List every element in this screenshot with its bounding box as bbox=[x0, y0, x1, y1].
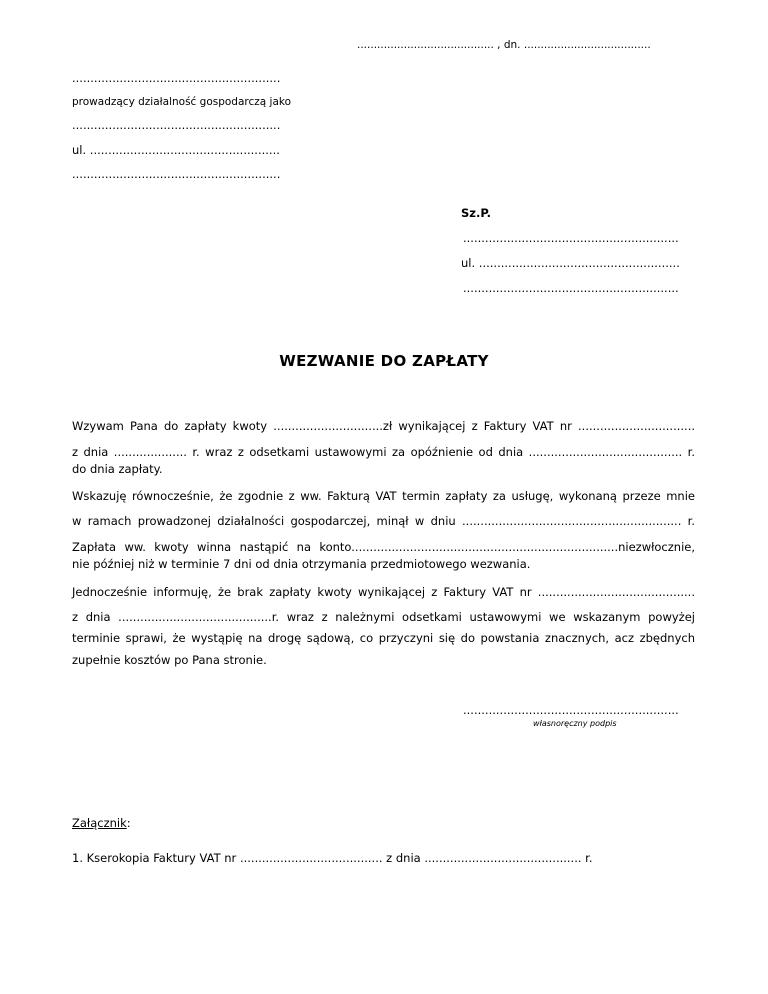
paragraph-4-line-3: terminie sprawi, że wystąpię na drogę sądową, co przyczyni się do powstania znacznych, acz zbędnych bbox=[72, 631, 695, 645]
paragraph-2-line-1: Wskazuję równocześnie, że zgodnie z ww. Fakturą VAT termin zapłaty za usługę, wykonaną przeze mnie bbox=[72, 489, 695, 503]
recipient-name-line: ........................................................... bbox=[463, 231, 679, 245]
attachments-heading-text: Załącznik bbox=[72, 816, 127, 830]
sender-name-line: ......................................................... bbox=[72, 71, 281, 85]
paragraph-4-line-4: zupełnie kosztów po Pana stronie. bbox=[72, 653, 267, 667]
document-title: WEZWANIE DO ZAPŁATY bbox=[279, 352, 489, 370]
place-date-line: ......................................... , dn. ...................................... bbox=[357, 39, 651, 51]
recipient-salutation: Sz.P. bbox=[461, 206, 492, 220]
paragraph-4-line-1: Jednocześnie informuję, że brak zapłaty kwoty wynikającej z Faktury VAT nr ........................................... bbox=[72, 585, 695, 599]
paragraph-3-line-1: Zapłata ww. kwoty winna nastąpić na konto.........................................................................niezwłocznie, bbox=[72, 540, 695, 554]
paragraph-1-line-2: z dnia .................... r. wraz z odsetkami ustawowymi za opóźnienie od dnia .......................................... r. bbox=[72, 445, 695, 459]
recipient-street-line: ul. ....................................................... bbox=[461, 256, 680, 270]
paragraph-4-line-2: z dnia ..........................................r. wraz z należnymi odsetkami ustawowymi we wskazanym powyżej bbox=[72, 610, 695, 624]
attachment-item-1: 1. Kserokopia Faktury VAT nr ....................................... z dnia ........................................... r. bbox=[72, 851, 593, 865]
sender-city-line: ......................................................... bbox=[72, 167, 281, 181]
signature-label: własnoręczny podpis bbox=[533, 719, 617, 728]
signature-line: ........................................................... bbox=[463, 703, 679, 717]
paragraph-2-line-2: w ramach prowadzonej działalności gospodarczej, minął w dniu ............................................................ r. bbox=[72, 514, 695, 528]
recipient-city-line: ........................................................... bbox=[463, 281, 679, 295]
sender-activity-label: prowadzący działalność gospodarczą jako bbox=[72, 96, 292, 108]
attachments-heading bbox=[72, 816, 131, 830]
sender-street-line: ul. .................................................... bbox=[72, 143, 280, 157]
paragraph-1-line-1: Wzywam Pana do zapłaty kwoty ..............................zł wynikającej z Faktury VAT nr ................................ bbox=[72, 419, 695, 433]
paragraph-3-line-2: nie później niż w terminie 7 dni od dnia otrzymania przedmiotowego wezwania. bbox=[72, 557, 531, 571]
paragraph-1-line-3: do dnia zapłaty. bbox=[72, 462, 163, 476]
sender-company-line: ......................................................... bbox=[72, 118, 281, 132]
attachments-heading-colon: : bbox=[126, 816, 131, 830]
